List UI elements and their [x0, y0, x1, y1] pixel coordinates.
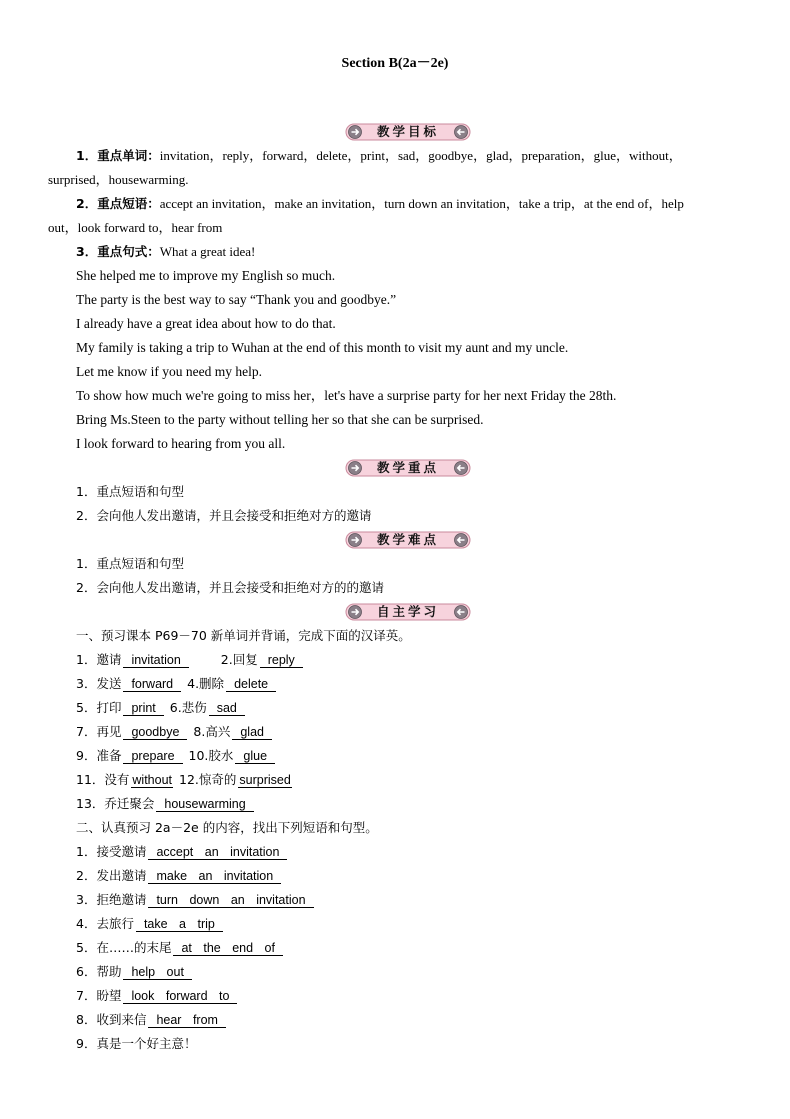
difficult-point-item: 1．重点短语和句型 [76, 556, 184, 571]
phrase-row: 1．接受邀请 accept an invitation [76, 844, 289, 860]
phrase-row: 2．发出邀请 make an invitation [76, 868, 283, 884]
sentence-item: I look forward to hearing from you all. [76, 436, 286, 451]
sentence-item: She helped me to improve my English so much. [76, 268, 336, 283]
section-heading: 教学难点 [376, 532, 439, 547]
answer-blank: forward [123, 677, 181, 692]
answer-blank: surprised [239, 773, 291, 787]
sentence-item: My family is taking a trip to Wuhan at the end of this month to visit my aunt and my uncle. [76, 340, 569, 355]
goal-sentences-line: 3．重点句式：What a great idea! [76, 244, 256, 259]
answer-blank: glad [232, 725, 272, 740]
section-banner-difficult [345, 531, 471, 549]
vocab-row: 5．打印 print 6.悲伤 sad [76, 700, 247, 716]
answer-blank: take a trip [136, 917, 223, 932]
phrase-row: 3．拒绝邀请 turn down an invitation [76, 892, 316, 908]
sentence-item: Let me know if you need my help. [76, 364, 262, 379]
sentence-item: The party is the best way to say “Thank you and goodbye.” [76, 292, 397, 307]
phrase-row: 5．在……的末尾 at the end of [76, 940, 285, 956]
goal-words-line-1: 1．重点单词：invitation，reply，forward，delete，print，sad，goodbye，glad，preparation，glue，without， [76, 148, 682, 163]
key-point-item: 1．重点短语和句型 [76, 484, 184, 499]
sentence-item: I already have a great idea about how to do that. [76, 316, 336, 331]
key-point-item: 2．会向他人发出邀请，并且会接受和拒绝对方的邀请 [76, 508, 372, 523]
goal-phrases-line-1: 2．重点短语：accept an invitation，make an invitation，turn down an invitation，take a trip，at the end of，help [76, 196, 684, 211]
self-study-part1: 一、预习课本 P69－70 新单词并背诵，完成下面的汉译英。 [76, 628, 411, 643]
answer-blank: invitation [123, 653, 188, 668]
page-title: Section B(2a－2e) [341, 56, 449, 71]
phrase-row: 6．帮助 help out [76, 964, 194, 980]
answer-blank: make an invitation [148, 869, 281, 884]
vocab-row: 9．准备 prepare 10.胶水 glue [76, 748, 277, 764]
answer-blank: sad [209, 701, 245, 716]
answer-blank: help out [123, 965, 191, 980]
answer-blank: goodbye [123, 725, 187, 740]
phrase-row: 8．收到来信 hear from [76, 1012, 228, 1028]
answer-blank: without [132, 773, 173, 787]
phrase-row: 9．真是一个好主意！ [76, 1036, 197, 1051]
vocab-row: 7．再见 goodbye 8.高兴 glad [76, 724, 274, 740]
vocab-row: 1．邀请 invitation 2.回复 reply [76, 652, 305, 668]
section-banner-goals [345, 123, 471, 141]
phrase-row: 4．去旅行 take a trip [76, 916, 225, 932]
answer-blank: turn down an invitation [148, 893, 313, 908]
answer-blank: glue [235, 749, 275, 764]
section-heading: 教学目标 [376, 124, 439, 139]
answer-blank: look forward to [123, 989, 237, 1004]
answer-blank: housewarming [156, 797, 253, 812]
answer-blank: delete [226, 677, 276, 692]
answer-blank: print [123, 701, 163, 716]
answer-blank: prepare [123, 749, 182, 764]
section-banner-self-study [345, 603, 471, 621]
answer-blank: hear from [148, 1013, 226, 1028]
vocab-row: 3．发送 forward 4.删除 delete [76, 676, 278, 692]
phrase-row: 7．盼望 look forward to [76, 988, 239, 1004]
vocab-row: 13．乔迁聚会 housewarming [76, 796, 256, 812]
section-banner-key [345, 459, 471, 477]
goal-words-line-2: surprised，housewarming. [48, 172, 189, 187]
section-heading: 自主学习 [376, 604, 439, 619]
answer-blank: reply [260, 653, 303, 668]
sentence-item: To show how much we're going to miss her，let's have a surprise party for her next Friday the 28th. [76, 388, 617, 403]
vocab-row: 11．没有 without 12.惊奇的 surprised [76, 772, 291, 787]
sentence-item: Bring Ms.Steen to the party without telling her so that she can be surprised. [76, 412, 484, 427]
self-study-part2: 二、认真预习 2a－2e 的内容，找出下列短语和句型。 [76, 820, 378, 835]
section-heading: 教学重点 [376, 460, 439, 475]
goal-phrases-line-2: out，look forward to，hear from [48, 220, 223, 235]
answer-blank: at the end of [173, 941, 283, 956]
difficult-point-item: 2．会向他人发出邀请，并且会接受和拒绝对方的的邀请 [76, 580, 384, 595]
answer-blank: accept an invitation [148, 845, 287, 860]
